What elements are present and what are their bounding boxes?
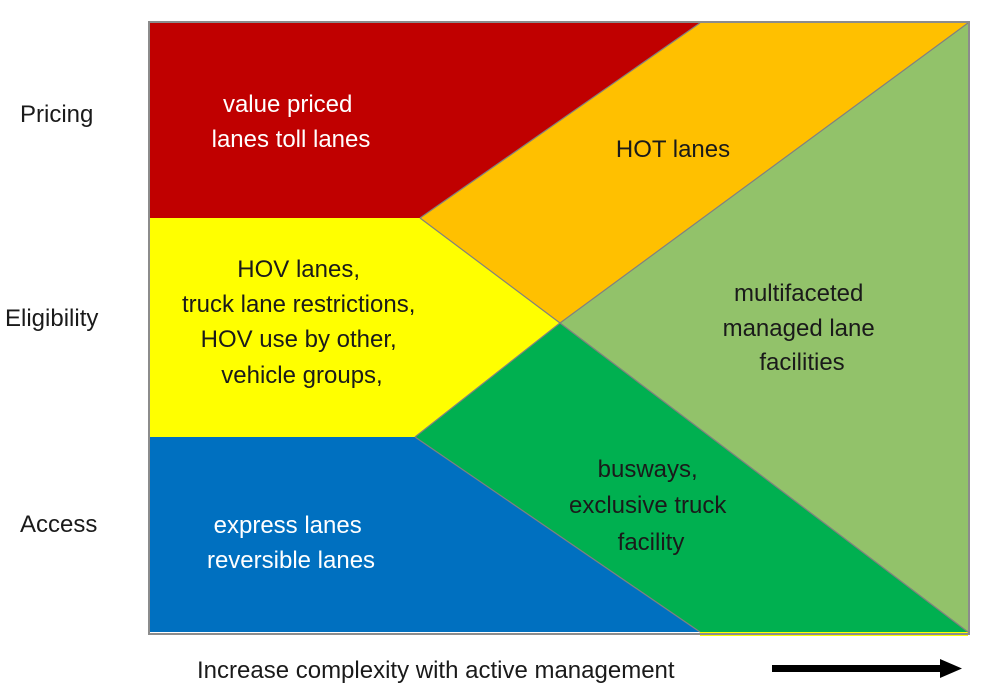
right-arrow-icon: [772, 659, 962, 678]
express-lanes-label: express lanes reversible lanes: [206, 512, 376, 574]
row-label-access: Access: [20, 511, 98, 538]
value-priced-label: value priced lanes toll lanes: [211, 91, 371, 153]
hov-lanes-label: HOV lanes, truck lane restrictions, HOV use by other, vehicle groups,: [181, 256, 416, 389]
busways-label: busways, exclusive truck facility: [568, 456, 727, 556]
multifaceted-label: multifaceted managed lane facilities: [722, 280, 875, 376]
hot-lanes-label: HOT lanes: [615, 136, 731, 163]
complexity-axis-label: Increase complexity with active management: [197, 657, 675, 684]
row-label-eligibility: Eligibility: [5, 305, 99, 332]
row-label-pricing: Pricing: [20, 101, 94, 128]
